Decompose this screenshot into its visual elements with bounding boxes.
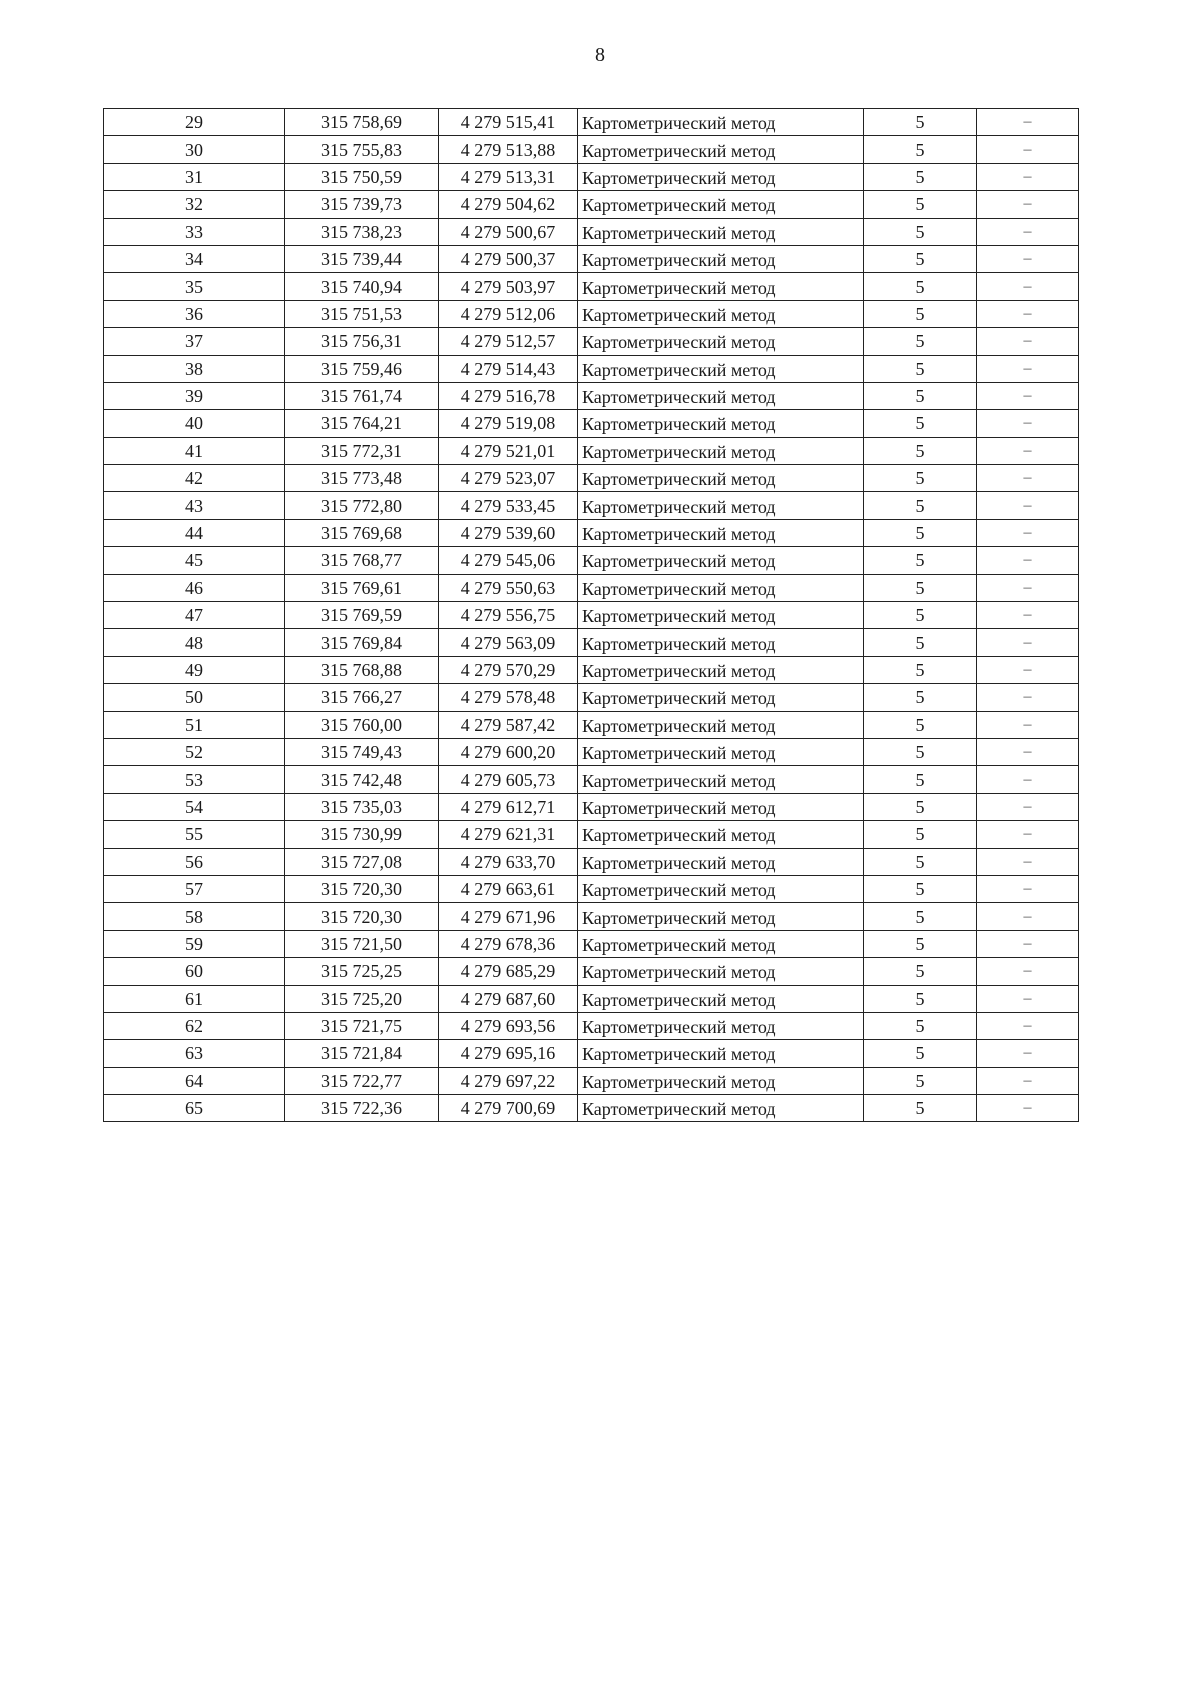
x-coordinate-cell: 315 772,31 — [285, 437, 439, 464]
method-cell: Картометрический метод — [578, 328, 864, 355]
table-row — [104, 218, 1079, 245]
x-coordinate-cell: 315 761,74 — [285, 382, 439, 409]
point-number-cell: 54 — [104, 793, 285, 820]
note-cell: – — [977, 1012, 1079, 1039]
point-number-cell: 37 — [104, 328, 285, 355]
table-row — [104, 656, 1079, 683]
x-coordinate-cell: 315 769,59 — [285, 602, 439, 629]
y-coordinate-cell: 4 279 513,31 — [439, 163, 578, 190]
note-cell: – — [977, 328, 1079, 355]
note-cell: – — [977, 519, 1079, 546]
note-cell: – — [977, 1040, 1079, 1067]
table-row — [104, 492, 1079, 519]
table-row — [104, 519, 1079, 546]
point-number-cell: 31 — [104, 163, 285, 190]
point-number-cell: 48 — [104, 629, 285, 656]
table-row — [104, 163, 1079, 190]
method-cell: Картометрический метод — [578, 602, 864, 629]
table-row — [104, 245, 1079, 272]
method-cell: Картометрический метод — [578, 930, 864, 957]
point-number-cell: 62 — [104, 1012, 285, 1039]
x-coordinate-cell: 315 740,94 — [285, 273, 439, 300]
y-coordinate-cell: 4 279 570,29 — [439, 656, 578, 683]
method-cell: Картометрический метод — [578, 437, 864, 464]
point-number-cell: 64 — [104, 1067, 285, 1094]
accuracy-cell: 5 — [864, 738, 977, 765]
x-coordinate-cell: 315 768,88 — [285, 656, 439, 683]
note-cell: – — [977, 492, 1079, 519]
y-coordinate-cell: 4 279 587,42 — [439, 711, 578, 738]
note-cell: – — [977, 985, 1079, 1012]
note-cell: – — [977, 547, 1079, 574]
table-row — [104, 273, 1079, 300]
method-cell: Картометрический метод — [578, 684, 864, 711]
method-cell: Картометрический метод — [578, 711, 864, 738]
y-coordinate-cell: 4 279 515,41 — [439, 109, 578, 136]
coordinates-table — [103, 108, 1079, 1122]
x-coordinate-cell: 315 721,75 — [285, 1012, 439, 1039]
method-cell: Картометрический метод — [578, 465, 864, 492]
note-cell: – — [977, 273, 1079, 300]
y-coordinate-cell: 4 279 500,67 — [439, 218, 578, 245]
note-cell: – — [977, 355, 1079, 382]
method-cell: Картометрический метод — [578, 273, 864, 300]
note-cell: – — [977, 1095, 1079, 1122]
x-coordinate-cell: 315 722,77 — [285, 1067, 439, 1094]
y-coordinate-cell: 4 279 556,75 — [439, 602, 578, 629]
x-coordinate-cell: 315 739,44 — [285, 245, 439, 272]
method-cell: Картометрический метод — [578, 766, 864, 793]
point-number-cell: 44 — [104, 519, 285, 546]
note-cell: – — [977, 656, 1079, 683]
note-cell: – — [977, 410, 1079, 437]
method-cell: Картометрический метод — [578, 821, 864, 848]
accuracy-cell: 5 — [864, 245, 977, 272]
accuracy-cell: 5 — [864, 574, 977, 601]
x-coordinate-cell: 315 764,21 — [285, 410, 439, 437]
note-cell: – — [977, 930, 1079, 957]
point-number-cell: 63 — [104, 1040, 285, 1067]
x-coordinate-cell: 315 722,36 — [285, 1095, 439, 1122]
point-number-cell: 56 — [104, 848, 285, 875]
accuracy-cell: 5 — [864, 875, 977, 902]
x-coordinate-cell: 315 739,73 — [285, 191, 439, 218]
point-number-cell: 38 — [104, 355, 285, 382]
method-cell: Картометрический метод — [578, 136, 864, 163]
y-coordinate-cell: 4 279 693,56 — [439, 1012, 578, 1039]
table-row — [104, 410, 1079, 437]
x-coordinate-cell: 315 756,31 — [285, 328, 439, 355]
note-cell: – — [977, 136, 1079, 163]
accuracy-cell: 5 — [864, 602, 977, 629]
table-row — [104, 547, 1079, 574]
y-coordinate-cell: 4 279 539,60 — [439, 519, 578, 546]
point-number-cell: 46 — [104, 574, 285, 601]
table-row — [104, 1012, 1079, 1039]
note-cell: – — [977, 848, 1079, 875]
point-number-cell: 61 — [104, 985, 285, 1012]
method-cell: Картометрический метод — [578, 903, 864, 930]
point-number-cell: 36 — [104, 300, 285, 327]
accuracy-cell: 5 — [864, 519, 977, 546]
y-coordinate-cell: 4 279 503,97 — [439, 273, 578, 300]
method-cell: Картометрический метод — [578, 355, 864, 382]
method-cell: Картометрический метод — [578, 163, 864, 190]
method-cell: Картометрический метод — [578, 848, 864, 875]
y-coordinate-cell: 4 279 605,73 — [439, 766, 578, 793]
note-cell: – — [977, 738, 1079, 765]
method-cell: Картометрический метод — [578, 218, 864, 245]
page-number: 8 — [595, 44, 605, 66]
x-coordinate-cell: 315 755,83 — [285, 136, 439, 163]
point-number-cell: 58 — [104, 903, 285, 930]
point-number-cell: 52 — [104, 738, 285, 765]
x-coordinate-cell: 315 766,27 — [285, 684, 439, 711]
note-cell: – — [977, 875, 1079, 902]
point-number-cell: 40 — [104, 410, 285, 437]
x-coordinate-cell: 315 768,77 — [285, 547, 439, 574]
note-cell: – — [977, 1067, 1079, 1094]
point-number-cell: 34 — [104, 245, 285, 272]
point-number-cell: 59 — [104, 930, 285, 957]
y-coordinate-cell: 4 279 500,37 — [439, 245, 578, 272]
y-coordinate-cell: 4 279 563,09 — [439, 629, 578, 656]
table-row — [104, 793, 1079, 820]
table-body — [104, 109, 1079, 1122]
accuracy-cell: 5 — [864, 985, 977, 1012]
accuracy-cell: 5 — [864, 684, 977, 711]
x-coordinate-cell: 315 760,00 — [285, 711, 439, 738]
accuracy-cell: 5 — [864, 848, 977, 875]
table-row — [104, 738, 1079, 765]
method-cell: Картометрический метод — [578, 245, 864, 272]
y-coordinate-cell: 4 279 612,71 — [439, 793, 578, 820]
note-cell: – — [977, 109, 1079, 136]
x-coordinate-cell: 315 769,84 — [285, 629, 439, 656]
point-number-cell: 47 — [104, 602, 285, 629]
note-cell: – — [977, 629, 1079, 656]
accuracy-cell: 5 — [864, 1012, 977, 1039]
point-number-cell: 65 — [104, 1095, 285, 1122]
accuracy-cell: 5 — [864, 273, 977, 300]
x-coordinate-cell: 315 749,43 — [285, 738, 439, 765]
table-row — [104, 602, 1079, 629]
x-coordinate-cell: 315 751,53 — [285, 300, 439, 327]
table-row — [104, 903, 1079, 930]
method-cell: Картометрический метод — [578, 382, 864, 409]
table-row — [104, 191, 1079, 218]
table-row — [104, 1040, 1079, 1067]
y-coordinate-cell: 4 279 523,07 — [439, 465, 578, 492]
x-coordinate-cell: 315 772,80 — [285, 492, 439, 519]
table-row — [104, 958, 1079, 985]
table-row — [104, 848, 1079, 875]
note-cell: – — [977, 793, 1079, 820]
method-cell: Картометрический метод — [578, 793, 864, 820]
accuracy-cell: 5 — [864, 629, 977, 656]
accuracy-cell: 5 — [864, 191, 977, 218]
accuracy-cell: 5 — [864, 1040, 977, 1067]
table-row — [104, 766, 1079, 793]
note-cell: – — [977, 574, 1079, 601]
x-coordinate-cell: 315 750,59 — [285, 163, 439, 190]
point-number-cell: 41 — [104, 437, 285, 464]
x-coordinate-cell: 315 725,25 — [285, 958, 439, 985]
note-cell: – — [977, 465, 1079, 492]
point-number-cell: 45 — [104, 547, 285, 574]
note-cell: – — [977, 300, 1079, 327]
y-coordinate-cell: 4 279 600,20 — [439, 738, 578, 765]
note-cell: – — [977, 766, 1079, 793]
y-coordinate-cell: 4 279 578,48 — [439, 684, 578, 711]
accuracy-cell: 5 — [864, 218, 977, 245]
accuracy-cell: 5 — [864, 903, 977, 930]
table-row — [104, 711, 1079, 738]
method-cell: Картометрический метод — [578, 519, 864, 546]
note-cell: – — [977, 958, 1079, 985]
point-number-cell: 55 — [104, 821, 285, 848]
point-number-cell: 51 — [104, 711, 285, 738]
point-number-cell: 33 — [104, 218, 285, 245]
y-coordinate-cell: 4 279 633,70 — [439, 848, 578, 875]
table-row — [104, 109, 1079, 136]
accuracy-cell: 5 — [864, 656, 977, 683]
note-cell: – — [977, 903, 1079, 930]
x-coordinate-cell: 315 725,20 — [285, 985, 439, 1012]
method-cell: Картометрический метод — [578, 875, 864, 902]
y-coordinate-cell: 4 279 663,61 — [439, 875, 578, 902]
note-cell: – — [977, 437, 1079, 464]
accuracy-cell: 5 — [864, 821, 977, 848]
table-row — [104, 136, 1079, 163]
x-coordinate-cell: 315 742,48 — [285, 766, 439, 793]
point-number-cell: 35 — [104, 273, 285, 300]
x-coordinate-cell: 315 720,30 — [285, 903, 439, 930]
x-coordinate-cell: 315 769,61 — [285, 574, 439, 601]
accuracy-cell: 5 — [864, 793, 977, 820]
accuracy-cell: 5 — [864, 300, 977, 327]
table-row — [104, 985, 1079, 1012]
method-cell: Картометрический метод — [578, 1067, 864, 1094]
table-row — [104, 574, 1079, 601]
note-cell: – — [977, 382, 1079, 409]
y-coordinate-cell: 4 279 504,62 — [439, 191, 578, 218]
y-coordinate-cell: 4 279 687,60 — [439, 985, 578, 1012]
x-coordinate-cell: 315 721,50 — [285, 930, 439, 957]
accuracy-cell: 5 — [864, 766, 977, 793]
x-coordinate-cell: 315 730,99 — [285, 821, 439, 848]
y-coordinate-cell: 4 279 695,16 — [439, 1040, 578, 1067]
point-number-cell: 50 — [104, 684, 285, 711]
y-coordinate-cell: 4 279 550,63 — [439, 574, 578, 601]
table-row — [104, 382, 1079, 409]
table-row — [104, 1095, 1079, 1122]
y-coordinate-cell: 4 279 678,36 — [439, 930, 578, 957]
x-coordinate-cell: 315 735,03 — [285, 793, 439, 820]
table-row — [104, 875, 1079, 902]
table-row — [104, 629, 1079, 656]
accuracy-cell: 5 — [864, 163, 977, 190]
method-cell: Картометрический метод — [578, 109, 864, 136]
method-cell: Картометрический метод — [578, 547, 864, 574]
x-coordinate-cell: 315 758,69 — [285, 109, 439, 136]
accuracy-cell: 5 — [864, 382, 977, 409]
accuracy-cell: 5 — [864, 136, 977, 163]
accuracy-cell: 5 — [864, 109, 977, 136]
method-cell: Картометрический метод — [578, 1095, 864, 1122]
method-cell: Картометрический метод — [578, 629, 864, 656]
y-coordinate-cell: 4 279 521,01 — [439, 437, 578, 464]
accuracy-cell: 5 — [864, 328, 977, 355]
table-row — [104, 328, 1079, 355]
note-cell: – — [977, 245, 1079, 272]
note-cell: – — [977, 684, 1079, 711]
method-cell: Картометрический метод — [578, 656, 864, 683]
note-cell: – — [977, 218, 1079, 245]
point-number-cell: 39 — [104, 382, 285, 409]
y-coordinate-cell: 4 279 697,22 — [439, 1067, 578, 1094]
y-coordinate-cell: 4 279 512,57 — [439, 328, 578, 355]
note-cell: – — [977, 602, 1079, 629]
method-cell: Картометрический метод — [578, 492, 864, 519]
y-coordinate-cell: 4 279 513,88 — [439, 136, 578, 163]
note-cell: – — [977, 821, 1079, 848]
accuracy-cell: 5 — [864, 492, 977, 519]
x-coordinate-cell: 315 773,48 — [285, 465, 439, 492]
method-cell: Картометрический метод — [578, 738, 864, 765]
table-row — [104, 821, 1079, 848]
accuracy-cell: 5 — [864, 547, 977, 574]
method-cell: Картометрический метод — [578, 985, 864, 1012]
accuracy-cell: 5 — [864, 958, 977, 985]
table-row — [104, 930, 1079, 957]
x-coordinate-cell: 315 727,08 — [285, 848, 439, 875]
method-cell: Картометрический метод — [578, 410, 864, 437]
note-cell: – — [977, 191, 1079, 218]
point-number-cell: 53 — [104, 766, 285, 793]
accuracy-cell: 5 — [864, 1067, 977, 1094]
accuracy-cell: 5 — [864, 1095, 977, 1122]
x-coordinate-cell: 315 759,46 — [285, 355, 439, 382]
table-row — [104, 355, 1079, 382]
table-row — [104, 684, 1079, 711]
x-coordinate-cell: 315 721,84 — [285, 1040, 439, 1067]
y-coordinate-cell: 4 279 533,45 — [439, 492, 578, 519]
method-cell: Картометрический метод — [578, 300, 864, 327]
point-number-cell: 43 — [104, 492, 285, 519]
method-cell: Картометрический метод — [578, 191, 864, 218]
accuracy-cell: 5 — [864, 355, 977, 382]
method-cell: Картометрический метод — [578, 958, 864, 985]
method-cell: Картометрический метод — [578, 1040, 864, 1067]
accuracy-cell: 5 — [864, 711, 977, 738]
y-coordinate-cell: 4 279 516,78 — [439, 382, 578, 409]
table-row — [104, 437, 1079, 464]
note-cell: – — [977, 163, 1079, 190]
method-cell: Картометрический метод — [578, 1012, 864, 1039]
y-coordinate-cell: 4 279 621,31 — [439, 821, 578, 848]
y-coordinate-cell: 4 279 685,29 — [439, 958, 578, 985]
accuracy-cell: 5 — [864, 437, 977, 464]
point-number-cell: 42 — [104, 465, 285, 492]
x-coordinate-cell: 315 720,30 — [285, 875, 439, 902]
accuracy-cell: 5 — [864, 465, 977, 492]
y-coordinate-cell: 4 279 514,43 — [439, 355, 578, 382]
x-coordinate-cell: 315 738,23 — [285, 218, 439, 245]
y-coordinate-cell: 4 279 519,08 — [439, 410, 578, 437]
point-number-cell: 30 — [104, 136, 285, 163]
table-row — [104, 1067, 1079, 1094]
point-number-cell: 49 — [104, 656, 285, 683]
accuracy-cell: 5 — [864, 930, 977, 957]
note-cell: – — [977, 711, 1079, 738]
point-number-cell: 29 — [104, 109, 285, 136]
y-coordinate-cell: 4 279 545,06 — [439, 547, 578, 574]
table-row — [104, 300, 1079, 327]
y-coordinate-cell: 4 279 700,69 — [439, 1095, 578, 1122]
x-coordinate-cell: 315 769,68 — [285, 519, 439, 546]
accuracy-cell: 5 — [864, 410, 977, 437]
method-cell: Картометрический метод — [578, 574, 864, 601]
y-coordinate-cell: 4 279 512,06 — [439, 300, 578, 327]
point-number-cell: 32 — [104, 191, 285, 218]
point-number-cell: 57 — [104, 875, 285, 902]
y-coordinate-cell: 4 279 671,96 — [439, 903, 578, 930]
point-number-cell: 60 — [104, 958, 285, 985]
table-row — [104, 465, 1079, 492]
